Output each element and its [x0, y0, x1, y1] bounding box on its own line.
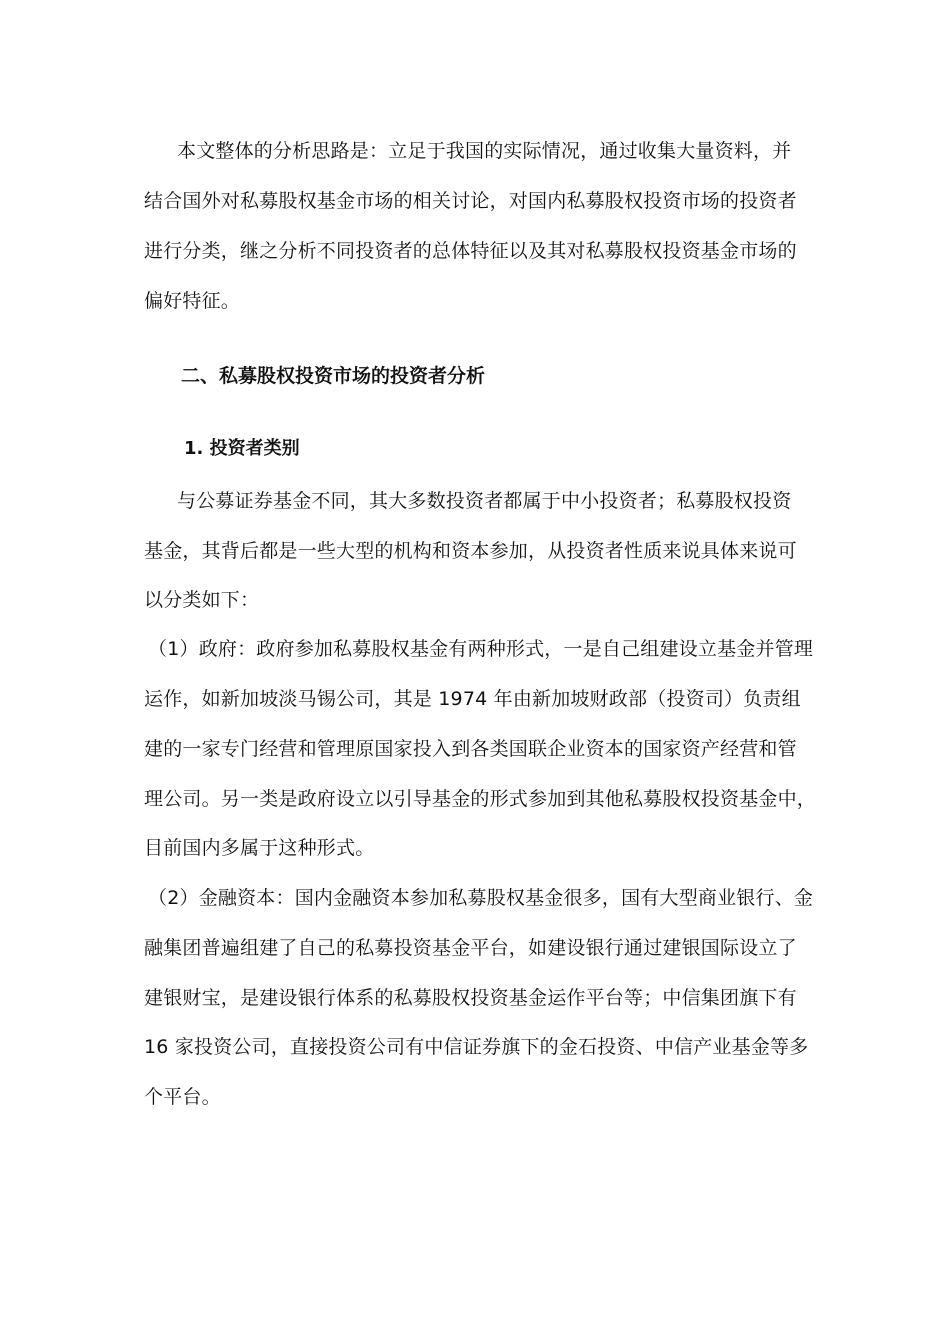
- item-1-line-4: 理公司。另一类是政府设立以引导基金的形式参加到其他私募股权投资基金中，: [144, 788, 817, 810]
- subsection-line-3: 以分类如下：: [144, 589, 260, 611]
- item-2-line-5: 个平台。: [144, 1086, 221, 1108]
- subsection-line-2: 基金，其背后都是一些大型的机构和资本参加，从投资者性质来说具体来说可: [144, 540, 797, 562]
- item-2-line-3: 建银财宝，是建设银行体系的私募股权投资基金运作平台等；中信集团旗下有: [144, 987, 797, 1009]
- intro-line-1: 本文整体的分析思路是：立足于我国的实际情况，通过收集大量资料，并: [177, 140, 792, 162]
- item-1-line-2: 运作，如新加坡淡马锡公司，其是 1974 年由新加坡财政部（投资司）负责组: [144, 688, 801, 710]
- section-heading: 二、私募股权投资市场的投资者分析: [181, 365, 486, 387]
- item-2-line-1: （2）金融资本：国内金融资本参加私募股权基金很多，国有大型商业银行、金: [148, 887, 814, 909]
- intro-line-4: 偏好特征。: [144, 290, 241, 312]
- intro-line-2: 结合国外对私募股权基金市场的相关讨论，对国内私募股权投资市场的投资者: [144, 190, 797, 212]
- item-2-line-2: 融集团普遍组建了自己的私募投资基金平台，如建设银行通过建银国际设立了: [144, 937, 797, 959]
- intro-line-3: 进行分类，继之分析不同投资者的总体特征以及其对私募股权投资基金市场的: [144, 240, 797, 262]
- item-1-line-5: 目前国内多属于这种形式。: [144, 837, 375, 859]
- item-1-line-1: （1）政府：政府参加私募股权基金有两种形式，一是自己组建设立基金并管理: [148, 638, 814, 660]
- item-1-line-3: 建的一家专门经营和管理原国家投入到各类国联企业资本的国家资产经营和管: [144, 738, 797, 760]
- subsection-heading: 1. 投资者类别: [184, 438, 300, 459]
- item-2-line-4: 16 家投资公司，直接投资公司有中信证券旗下的金石投资、中信产业基金等多: [144, 1036, 809, 1058]
- subsection-line-1: 与公募证券基金不同，其大多数投资者都属于中小投资者；私募股权投资: [177, 490, 792, 512]
